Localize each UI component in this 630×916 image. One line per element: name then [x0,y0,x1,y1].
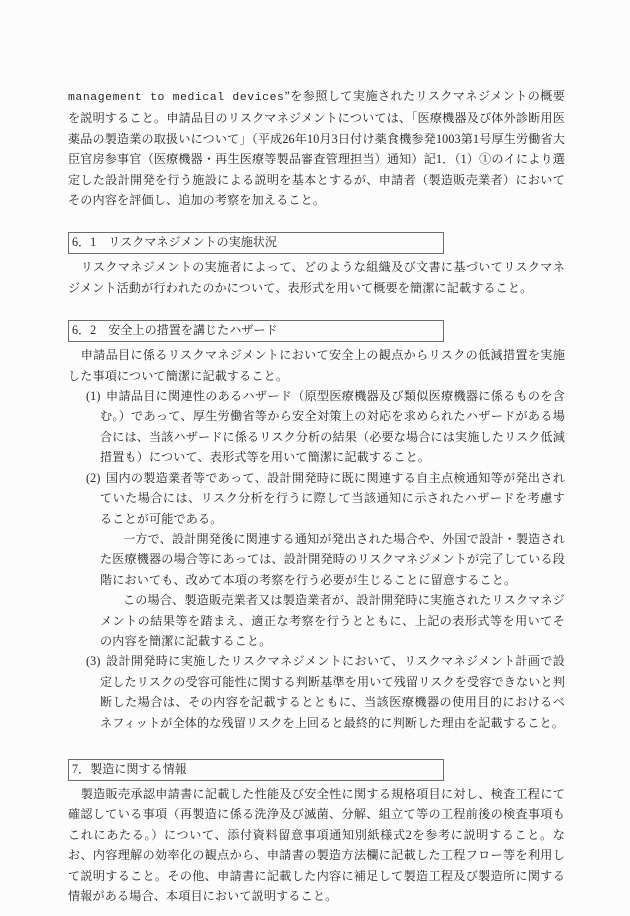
intro-latin-lead: management to medical devices [68,92,285,104]
section-7-body: 製造販売承認申請書に記載した性能及び安全性に関する規格項目に対し、検査工程にて確認している事項（再製造に係る洗浄及び滅菌、分解、組立て等の工程前後の検査事項もこれにあたる。）について、添付資料留意事項通知別紙様式2を参考に説明すること。なお、内容理解の効率化の観点から、申請書の製造方法欄に記載した工程フロー等を利用して説明すること。その他、申請書に記載した内容に補足して製造工程及び製造所に関する情報がある場合、本項目において説明すること。 [68,786,565,903]
list-item [68,386,565,468]
section-6-2-body: 申請品目に係るリスクマネジメントにおいて安全上の観点からリスクの低減措置を実施した事項について簡潔に記載すること。 [68,348,565,383]
section-6-1-body: リスクマネジメントの実施者によって、どのような組織及び文書に基づいてリスクマネジメント活動が行われたのかについて、表形式を用いて概要を簡潔に記載すること。 [68,260,565,295]
list-item-marker: (1) [86,389,101,404]
list-item-subparagraph: この場合、製造販売業者又は製造業者が、設計開発時に実施されたリスクマネジメントの結果等を踏まえ、適正な考察を行うとともに、上記の表形式等を用いてその内容を簡潔に記載すること。 [100,593,565,648]
list-item-text: 設計開発時に実施したリスクマネジメントにおいて、リスクマネジメント計画で設定したリスクの受容可能性に関する判断基準を用いて残留リスクを受容できないと判断した場合は、その内容を記載するとともに、当該医療機器の使用目的におけるベネフィットが全体的な残留リスクを上回ると最終的に判断した理由を記載すること。 [100,654,565,730]
section-heading-6-1: 6．1 リスクマネジメントの実施状況 [68,232,444,254]
intro-paragraph-text: ”を参照して実施されたリスクマネジメントの概要を説明すること。申請品目のリスクマネジメントについては、「医療機器及び体外診断用医薬品の製造業の取扱いについて」（平成26年10月3日付け薬食機参発1003第1号厚生労働省大臣官房参事官（医療機器・再生医療等製品審査管理担当）通知）記1．（1）①のイにより選定した設計開発を行う施設による説明を基本とするが、申請者（製造販売業者）においてその内容を評価し、追加の考察を加えること。 [68,89,565,208]
section-heading-6-2: 6．2 安全上の措置を講じたハザード [68,320,444,342]
intro-paragraph [68,86,565,210]
list-item [68,651,565,733]
list-item-text: 国内の製造業者等であって、設計開発時に既に関連する自主点検通知等が発出されていた場合には、リスク分析を行うに際して当該通知に示されたハザードを考慮することが可能である。 [100,470,565,526]
section-spacer [68,210,565,232]
section-heading-7: 7．製造に関する情報 [68,759,444,781]
list-item-marker: (2) [86,470,101,485]
list-item-subparagraph: 一方で、設計開発後に関連する通知が発出された場合や、外国で設計・製造された医療機器の場合等にあっては、設計開発時のリスクマネジメントが完了している段階においても、改めて本項の考察を行う必要が生じることに留意すること。 [100,531,565,587]
document-body [68,86,565,906]
section-spacer [68,298,565,320]
list-item-text: 申請品目に関連性のあるハザード（原型医療機器及び類似医療機器に係るものを含む。）であって、厚生労働省等から安全対策上の対応を求められたハザードがある場合には、当該ハザードに係るリスク分析の結果（必要な場合には実施したリスク低減措置も）について、表形式等を用いて簡潔に記載すること。 [100,389,565,465]
section-spacer [68,733,565,759]
list-item [68,468,565,652]
list-item-marker: (3) [86,654,101,669]
